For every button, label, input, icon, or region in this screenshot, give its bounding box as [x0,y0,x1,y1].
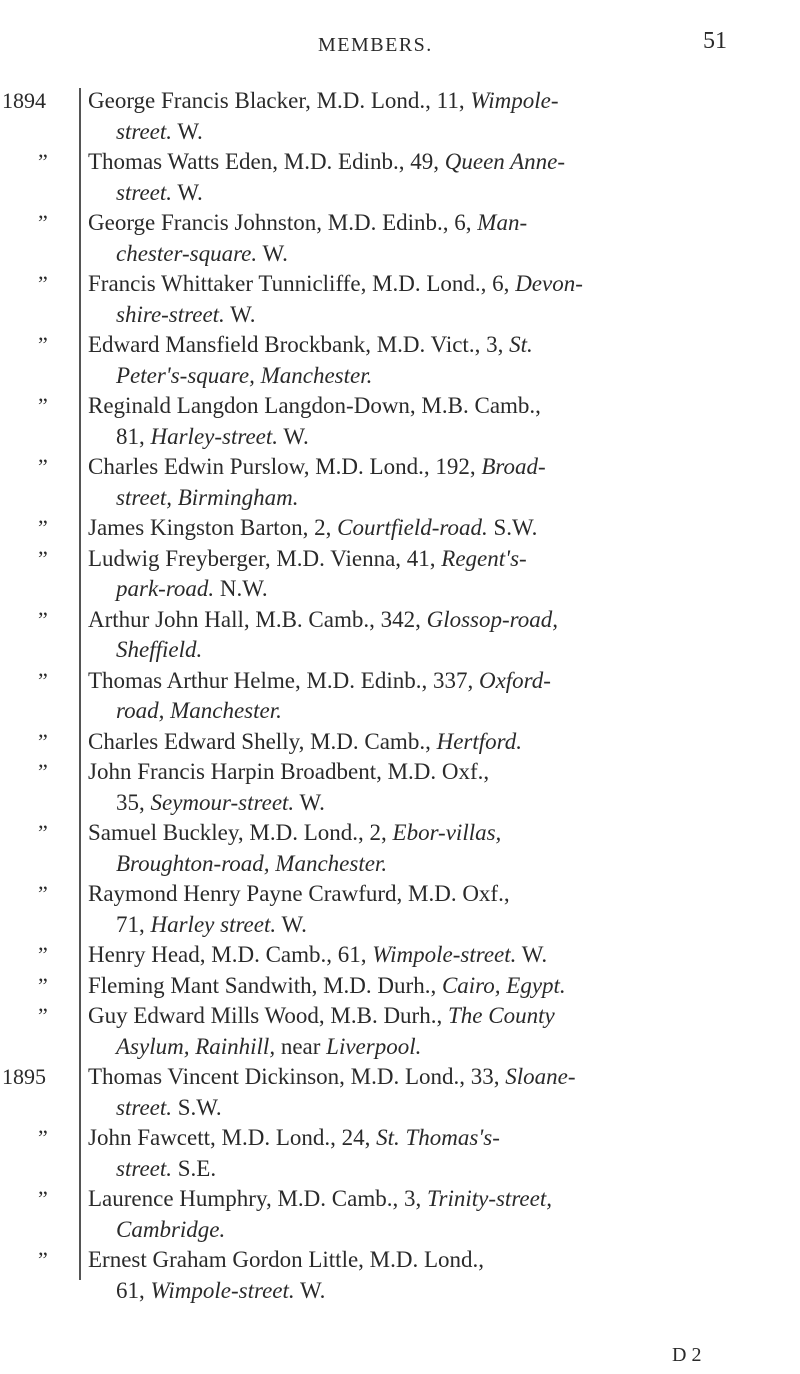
member-address: Hertford. [436,728,522,754]
address-connector: near [280,1033,321,1059]
member-entry [0,513,800,544]
member-text [88,513,780,544]
member-entry [0,757,800,818]
member-address: Harley street. [150,911,277,937]
entry-line [88,147,780,178]
member-name-qualification: Guy Edward Mills Wood, M.B. Durh., [88,1003,443,1028]
member-entry [0,452,800,513]
member-address: St. [509,332,533,357]
member-name-qualification: Thomas Watts Eden, M.D. Edinb., 49, [88,149,439,174]
postal-district: S.E. [177,1155,217,1181]
member-text [88,1245,780,1306]
member-name-qualification: Fleming Mant Sandwith, M.D. Durh., [88,972,437,998]
member-entry [0,1184,800,1245]
year-ditto-mark: ” [38,667,48,693]
postal-district: W. [281,911,307,937]
year-ditto-mark: ” [38,820,48,845]
member-address: Trinity-street, [426,1186,552,1211]
member-entry [0,1001,800,1062]
member-name-qualification: John Fawcett, M.D. Lond., 24, [88,1125,371,1150]
year-ditto-mark: ” [38,1125,48,1150]
entry-line [88,757,780,788]
member-entry [0,208,800,269]
member-address: Peter's-square, Manchester. [116,362,373,388]
entry-line [88,1215,780,1246]
year-ditto-mark: ” [38,210,48,235]
member-entry [0,605,800,666]
member-name-qualification: Edward Mansfield Brockbank, M.D. Vict., 3, [88,332,504,357]
year-ditto-mark: ” [38,332,48,357]
entry-line [88,1093,780,1124]
member-entry [0,544,800,605]
member-entry [0,1123,800,1184]
member-name-qualification: Laurence Humphry, M.D. Camb., 3, [88,1186,422,1211]
postal-district: N.W. [219,576,268,601]
year-ditto-mark: ” [38,515,48,540]
member-name-qualification: Henry Head, M.D. Camb., 61, [88,942,367,967]
postal-district: W. [177,179,203,205]
year-ditto-mark: ” [38,454,48,479]
member-text [88,818,780,879]
member-text [88,208,780,269]
member-address: park-road. [116,576,215,601]
year-ditto-mark: ” [38,972,48,998]
member-entry [0,391,800,452]
entry-line [88,971,780,1002]
member-text [88,727,780,758]
member-address: Broughton-road, Manchester. [116,850,388,876]
member-text [88,971,780,1002]
year-ditto-mark: ” [38,1186,48,1211]
member-text [88,86,780,147]
postal-district: S.W. [177,1094,222,1120]
member-text [88,1123,780,1184]
street-number: 71, [116,911,145,937]
member-name-qualification: Thomas Arthur Helme, M.D. Edinb., 337, [88,667,474,693]
entry-line [88,879,780,910]
entry-line [88,910,780,941]
member-name-qualification: Charles Edwin Purslow, M.D. Lond., 192, [88,454,476,479]
postal-district: W. [230,301,256,327]
member-entry [0,1062,800,1123]
entry-line [88,361,780,392]
member-name-qualification: George Francis Blacker, M.D. Lond., 11, [88,88,465,113]
member-address: Man- [477,210,528,235]
member-text [88,879,780,940]
entry-line [88,269,780,300]
member-address: Wimpole-street. [372,942,517,967]
member-name-qualification: Ernest Graham Gordon Little, M.D. Lond., [88,1247,485,1272]
entry-line [88,727,780,758]
member-address: Ebor-villas, [392,820,502,845]
member-address: The County [447,1003,555,1028]
member-text [88,330,780,391]
entry-line [88,422,780,453]
member-text [88,666,780,727]
entry-line [88,1123,780,1154]
entry-line [88,1062,780,1093]
page-number: 51 [703,28,727,54]
member-address: street. [116,1094,172,1120]
member-address: Cairo, Egypt. [441,972,566,998]
entry-line [88,513,780,544]
member-address: Wimpole-street. [150,1277,295,1303]
member-name-qualification: George Francis Johnston, M.D. Edinb., 6, [88,210,472,235]
entry-line [88,1001,780,1032]
postal-district: W. [283,423,309,449]
member-entry [0,727,800,758]
member-address: Sloane- [505,1064,576,1089]
member-address: shire-street. [116,301,225,327]
postal-district: W. [262,240,288,266]
member-text [88,544,780,605]
member-entry [0,879,800,940]
entry-line [88,117,780,148]
member-name-qualification: Samuel Buckley, M.D. Lond., 2, [88,820,387,845]
entry-line [88,239,780,270]
entry-line [88,1154,780,1185]
member-address: Liverpool. [326,1033,422,1059]
member-entry [0,269,800,330]
member-address: Harley-street. [150,423,279,449]
entry-line [88,818,780,849]
member-address: Sheffield. [116,637,203,662]
entry-line [88,849,780,880]
member-address: street. [116,118,172,144]
entry-line [88,300,780,331]
entry-line [88,696,780,727]
entry-line [88,208,780,239]
member-name-qualification: Charles Edward Shelly, M.D. Camb., [88,728,431,754]
member-text [88,452,780,513]
member-address: street, Birmingham. [116,484,299,510]
postal-district: W. [300,1277,326,1303]
member-address: chester-square. [116,240,258,266]
year-ditto-mark: ” [38,606,48,632]
entry-line [88,452,780,483]
member-text [88,1184,780,1245]
year-ditto-mark: ” [38,881,48,906]
member-name-qualification: James Kingston Barton, 2, [88,515,332,540]
member-address: road, Manchester. [116,698,282,723]
member-name-qualification: Reginald Langdon Langdon-Down, M.B. Camb., [88,393,541,418]
street-number: 81, [116,423,145,449]
member-name-qualification: Ludwig Freyberger, M.D. Vienna, 41, [88,545,436,571]
member-name-qualification: Francis Whittaker Tunnicliffe, M.D. Lond., 6, [88,271,510,296]
postal-district: W. [299,789,325,815]
member-address: Seymour-street. [150,789,295,815]
entry-line [88,1184,780,1215]
member-address: Broad- [481,454,546,479]
entry-line [88,391,780,422]
member-text [88,147,780,208]
entry-line [88,86,780,117]
entry-line [88,574,780,605]
member-address: Regent's- [441,545,527,571]
member-address: Cambridge. [116,1216,226,1242]
year-ditto-mark: ” [38,942,48,967]
entry-line [88,1276,780,1307]
member-name-qualification: Thomas Vincent Dickinson, M.D. Lond., 33, [88,1064,500,1089]
member-entry [0,971,800,1002]
entry-line [88,544,780,575]
member-address: Courtfield-road. [337,515,488,540]
member-text [88,269,780,330]
entry-line [88,330,780,361]
member-address: Devon- [515,271,583,296]
member-address: St. Thomas's- [376,1125,500,1150]
member-text [88,940,780,971]
street-number: 35, [116,789,145,815]
member-text [88,1001,780,1062]
entry-line [88,1032,780,1063]
year-ditto-mark: ” [38,545,48,571]
entry-line [88,940,780,971]
running-head: MEMBERS. [318,34,433,56]
entry-line [88,178,780,209]
year-ditto-mark: ” [38,759,48,784]
year-ditto-mark: ” [38,1003,48,1028]
postal-district: W. [521,942,548,967]
member-address: street. [116,179,172,205]
page-header [0,28,800,58]
member-address: Wimpole- [470,88,559,113]
election-year: 1895 [2,1064,46,1089]
member-address: Queen Anne- [444,149,566,174]
member-text [88,757,780,818]
election-year: 1894 [2,88,46,113]
member-entry [0,147,800,208]
member-name-qualification: John Francis Harpin Broadbent, M.D. Oxf., [88,759,490,784]
entry-line [88,666,780,697]
member-address: street. [116,1155,172,1181]
postal-district: W. [177,118,203,144]
member-name-qualification: Arthur John Hall, M.B. Camb., 342, [88,606,421,632]
entry-line [88,635,780,666]
member-address: Glossop-road, [426,606,559,632]
member-list [0,86,800,1306]
street-number: 61, [116,1277,145,1303]
member-entry [0,330,800,391]
member-entry [0,818,800,879]
member-name-qualification: Raymond Henry Payne Crawfurd, M.D. Oxf., [88,881,510,906]
member-entry [0,1245,800,1306]
member-text [88,605,780,666]
postal-district: S.W. [493,515,538,540]
year-ditto-mark: ” [38,393,48,418]
member-entry [0,86,800,147]
printer-signature: D 2 [672,1344,702,1366]
entry-line [88,605,780,636]
year-ditto-mark: ” [38,149,48,174]
year-ditto-mark: ” [38,1247,48,1272]
member-entry [0,666,800,727]
entry-line [88,788,780,819]
member-entry [0,940,800,971]
year-ditto-mark: ” [38,728,48,754]
entry-line [88,483,780,514]
member-address: Oxford- [478,667,551,693]
member-address: Asylum, Rainhill, [116,1033,276,1059]
member-text [88,1062,780,1123]
entry-line [88,1245,780,1276]
member-text [88,391,780,452]
year-ditto-mark: ” [38,271,48,296]
